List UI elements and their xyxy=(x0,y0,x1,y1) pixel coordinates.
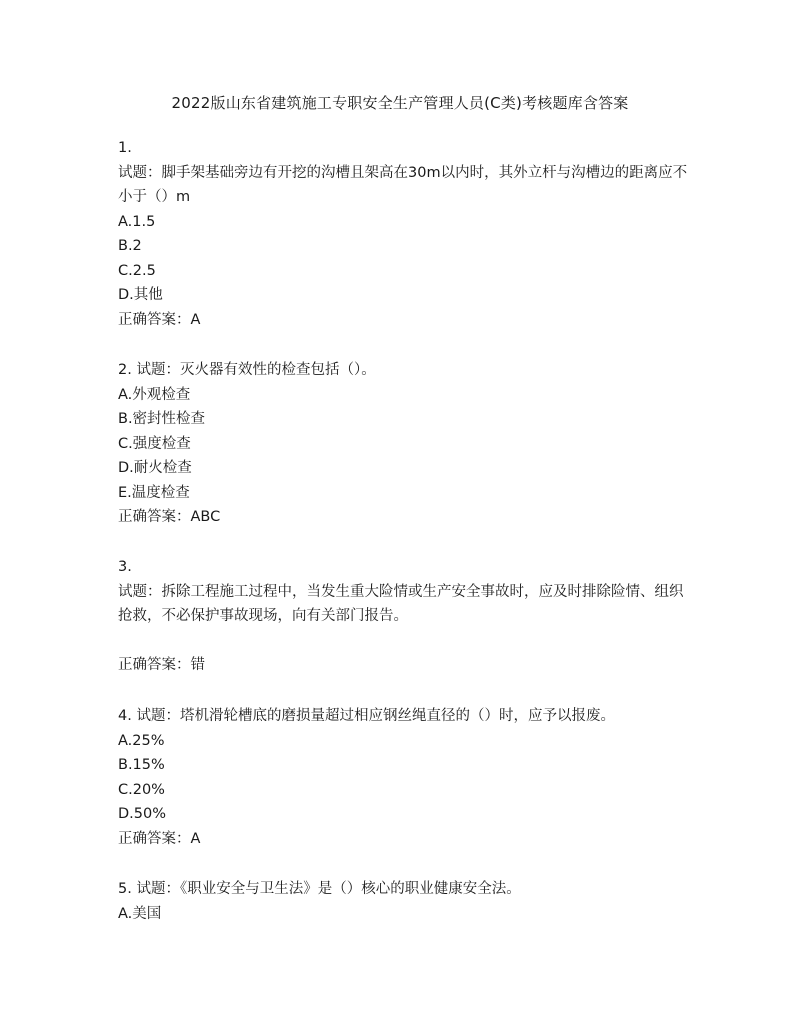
correct-answer: 正确答案：错 xyxy=(118,657,205,673)
option-d: D.50% xyxy=(118,806,167,822)
blank-line xyxy=(118,629,698,654)
option-b: B.15% xyxy=(118,757,165,773)
option-a: A.美国 xyxy=(118,905,162,922)
question-5 xyxy=(118,877,698,926)
option-d: D.其他 xyxy=(118,287,163,303)
question-4 xyxy=(118,704,698,851)
document-title: 2022版山东省建筑施工专职安全生产管理人员(C类)考核题库含答案 xyxy=(171,94,629,112)
question-2 xyxy=(118,358,698,530)
question-1 xyxy=(118,136,698,332)
option-a: A.外观检查 xyxy=(118,386,191,403)
question-stem: 5. 试题：《职业安全与卫生法》是（）核心的职业健康安全法。 xyxy=(118,881,521,897)
question-stem-continued: 小于（）m xyxy=(118,189,191,205)
question-number: 3. xyxy=(118,559,132,575)
option-c: C.2.5 xyxy=(118,262,156,279)
question-stem-continued: 抢救，不必保护事故现场，向有关部门报告。 xyxy=(118,608,408,624)
option-d: D.耐火检查 xyxy=(118,460,192,476)
question-stem: 试题：拆除工程施工过程中，当发生重大险情或生产安全事故时，应及时排除险情、组织 xyxy=(118,583,684,600)
question-stem: 4. 试题：塔机滑轮槽底的磨损量超过相应钢丝绳直径的（）时，应予以报废。 xyxy=(118,708,615,724)
option-a: A.1.5 xyxy=(118,213,156,230)
correct-answer: 正确答案：ABC xyxy=(118,509,221,525)
option-c: C.强度检查 xyxy=(118,435,191,452)
correct-answer: 正确答案：A xyxy=(118,830,201,847)
question-stem: 试题：脚手架基础旁边有开挖的沟槽且架高在30m以内时，其外立杆与沟槽边的距离应不 xyxy=(118,164,688,181)
question-3 xyxy=(118,555,698,678)
option-e: E.温度检查 xyxy=(118,484,190,501)
question-stem: 2. 试题：灭火器有效性的检查包括（）。 xyxy=(118,362,376,378)
option-b: B.2 xyxy=(118,238,142,254)
option-a: A.25% xyxy=(118,732,165,749)
correct-answer: 正确答案：A xyxy=(118,311,201,328)
question-number: 1. xyxy=(118,140,132,156)
option-b: B.密封性检查 xyxy=(118,411,206,427)
option-c: C.20% xyxy=(118,781,165,798)
